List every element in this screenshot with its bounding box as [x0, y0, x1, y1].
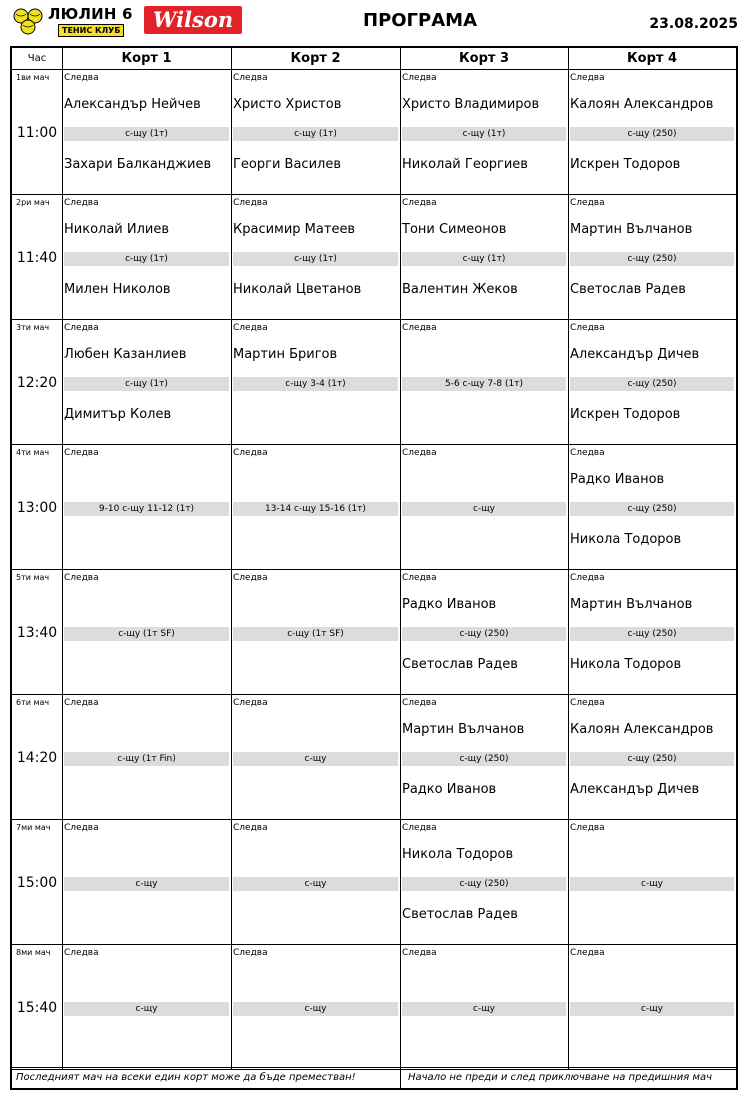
player-1: Мартин Бригов — [233, 347, 338, 362]
court-cell-3 — [400, 70, 568, 194]
schedule-row — [12, 570, 736, 695]
court-cell-4 — [568, 945, 736, 1069]
next-label: Следва — [233, 448, 268, 458]
player-1: Никола Тодоров — [402, 847, 514, 862]
court-cell-3 — [400, 695, 568, 819]
column-header-court-4: Корт 4 — [568, 48, 736, 70]
match-note: 13-14 с-щу 15-16 (1т) — [233, 502, 398, 516]
next-label: Следва — [64, 573, 99, 583]
court-cell-1 — [62, 945, 231, 1069]
player-1: Любен Казанлиев — [64, 347, 187, 362]
player-1: Радко Иванов — [570, 472, 665, 487]
player-2: Милен Николов — [64, 282, 171, 297]
schedule-row — [12, 445, 736, 570]
next-label: Следва — [64, 73, 99, 83]
player-2: Никола Тодоров — [570, 532, 682, 547]
player-2: Николай Цветанов — [233, 282, 362, 297]
player-2: Искрен Тодоров — [570, 157, 681, 172]
player-2: Светослав Радев — [402, 657, 518, 672]
court-cell-1 — [62, 70, 231, 194]
court-cell-2 — [231, 70, 400, 194]
court-cell-1 — [62, 570, 231, 694]
match-time: 14:20 — [16, 750, 58, 766]
next-label: Следва — [570, 448, 605, 458]
player-2: Валентин Жеков — [402, 282, 518, 297]
court-cell-1 — [62, 320, 231, 444]
next-label: Следва — [64, 323, 99, 333]
court-cell-4 — [568, 195, 736, 319]
match-note: с-щу (1т) — [233, 252, 398, 266]
column-header-court-1: Корт 1 — [62, 48, 231, 70]
schedule-date: 23.08.2025 — [649, 16, 738, 32]
player-1: Мартин Вълчанов — [402, 722, 525, 737]
player-2: Александър Дичев — [570, 782, 700, 797]
match-note: с-щу (250) — [570, 252, 734, 266]
match-note: с-щу (1т SF) — [64, 627, 229, 641]
player-2: Захари Балканджиев — [64, 157, 212, 172]
next-label: Следва — [233, 323, 268, 333]
next-label: Следва — [570, 198, 605, 208]
court-cell-3 — [400, 820, 568, 944]
player-2: Светослав Радев — [402, 907, 518, 922]
page-title: ПРОГРАМА — [363, 10, 477, 31]
player-2: Георги Василев — [233, 157, 341, 172]
court-cell-3 — [400, 195, 568, 319]
match-note: с-щу (1т SF) — [233, 627, 398, 641]
next-label: Следва — [402, 323, 437, 333]
match-note: с-щу — [64, 877, 229, 891]
player-1: Калоян Александров — [570, 722, 714, 737]
next-label: Следва — [233, 198, 268, 208]
court-cell-1 — [62, 445, 231, 569]
court-cell-2 — [231, 820, 400, 944]
player-2: Николай Георгиев — [402, 157, 528, 172]
match-note: с-щу (1т) — [64, 377, 229, 391]
player-1: Христо Христов — [233, 97, 342, 112]
match-note: с-щу (250) — [570, 627, 734, 641]
court-cell-1 — [62, 695, 231, 819]
match-number: 2ри мач — [16, 198, 50, 207]
next-label: Следва — [64, 823, 99, 833]
match-note: с-щу — [233, 877, 398, 891]
next-label: Следва — [570, 73, 605, 83]
match-note: с-щу (250) — [570, 502, 734, 516]
court-cell-2 — [231, 195, 400, 319]
footer-divider — [400, 1068, 401, 1088]
tennis-balls-icon — [12, 5, 44, 37]
match-note: с-щу 3-4 (1т) — [233, 377, 398, 391]
court-cell-4 — [568, 820, 736, 944]
match-note: с-щу (1т) — [233, 127, 398, 141]
court-cell-3 — [400, 445, 568, 569]
match-note: с-щу — [570, 877, 734, 891]
footer-note-left: Последният мач на всеки един корт може да бъде преместван! — [16, 1072, 356, 1083]
player-1: Мартин Вълчанов — [570, 222, 693, 237]
column-header-time: Час — [12, 48, 62, 70]
player-1: Христо Владимиров — [402, 97, 540, 112]
player-1: Красимир Матеев — [233, 222, 356, 237]
column-header-court-2: Корт 2 — [231, 48, 400, 70]
match-number: 3ти мач — [16, 323, 50, 332]
match-note: с-щу (250) — [402, 627, 566, 641]
match-number: 1ви мач — [16, 73, 50, 82]
match-note: с-щу (250) — [402, 877, 566, 891]
match-note: с-щу (250) — [570, 752, 734, 766]
match-note: с-щу (1т Fin) — [64, 752, 229, 766]
player-1: Тони Симеонов — [402, 222, 507, 237]
match-note: с-щу (250) — [402, 752, 566, 766]
player-1: Мартин Вълчанов — [570, 597, 693, 612]
court-cell-1 — [62, 195, 231, 319]
match-number: 6ти мач — [16, 698, 50, 707]
court-cell-2 — [231, 695, 400, 819]
player-1: Александър Дичев — [570, 347, 700, 362]
next-label: Следва — [64, 198, 99, 208]
player-2: Светослав Радев — [570, 282, 686, 297]
schedule-table — [10, 46, 738, 1090]
match-note: с-щу — [570, 1002, 734, 1016]
next-label: Следва — [233, 73, 268, 83]
player-2: Радко Иванов — [402, 782, 497, 797]
match-time: 11:40 — [16, 250, 58, 266]
match-note: с-щу (1т) — [64, 127, 229, 141]
match-number: 4ти мач — [16, 448, 50, 457]
court-cell-4 — [568, 445, 736, 569]
page-header — [0, 0, 750, 44]
next-label: Следва — [64, 698, 99, 708]
court-cell-2 — [231, 320, 400, 444]
next-label: Следва — [402, 198, 437, 208]
court-cell-3 — [400, 570, 568, 694]
player-1: Радко Иванов — [402, 597, 497, 612]
next-label: Следва — [402, 73, 437, 83]
schedule-row — [12, 945, 736, 1070]
player-1: Александър Нейчев — [64, 97, 201, 112]
time-cell — [12, 945, 62, 1069]
next-label: Следва — [233, 698, 268, 708]
footer-note-right: Начало не преди и след приключване на предишния мач — [408, 1072, 712, 1083]
next-label: Следва — [233, 948, 268, 958]
match-note: с-щу — [402, 1002, 566, 1016]
match-time: 13:40 — [16, 625, 58, 641]
match-note: с-щу (1т) — [64, 252, 229, 266]
court-cell-4 — [568, 570, 736, 694]
court-cell-2 — [231, 945, 400, 1069]
match-note: с-щу (1т) — [402, 127, 566, 141]
next-label: Следва — [402, 823, 437, 833]
next-label: Следва — [233, 573, 268, 583]
schedule-row — [12, 695, 736, 820]
player-1: Николай Илиев — [64, 222, 170, 237]
time-cell — [12, 320, 62, 444]
schedule-row — [12, 70, 736, 195]
court-cell-3 — [400, 320, 568, 444]
next-label: Следва — [64, 448, 99, 458]
match-note: с-щу (250) — [570, 127, 734, 141]
next-label: Следва — [64, 948, 99, 958]
court-cell-4 — [568, 320, 736, 444]
column-divider — [400, 48, 401, 1070]
schedule-row — [12, 820, 736, 945]
player-2: Искрен Тодоров — [570, 407, 681, 422]
sponsor-logo: Wilson — [144, 6, 242, 34]
time-cell — [12, 195, 62, 319]
court-cell-2 — [231, 570, 400, 694]
column-header-court-3: Корт 3 — [400, 48, 568, 70]
match-note: с-щу — [64, 1002, 229, 1016]
time-cell — [12, 695, 62, 819]
time-cell — [12, 445, 62, 569]
player-2: Димитър Колев — [64, 407, 172, 422]
schedule-row — [12, 320, 736, 445]
next-label: Следва — [570, 573, 605, 583]
next-label: Следва — [402, 448, 437, 458]
time-cell — [12, 820, 62, 944]
match-number: 7ми мач — [16, 823, 51, 832]
match-time: 15:00 — [16, 875, 58, 891]
column-divider — [231, 48, 232, 1070]
schedule-footer — [12, 1067, 736, 1088]
match-note: 5-6 с-щу 7-8 (1т) — [402, 377, 566, 391]
court-cell-3 — [400, 945, 568, 1069]
match-time: 15:40 — [16, 1000, 58, 1016]
next-label: Следва — [570, 698, 605, 708]
next-label: Следва — [402, 948, 437, 958]
match-time: 12:20 — [16, 375, 58, 391]
time-cell — [12, 70, 62, 194]
time-cell — [12, 570, 62, 694]
club-subtitle: ТЕНИС КЛУБ — [58, 24, 124, 37]
court-cell-1 — [62, 820, 231, 944]
court-cell-4 — [568, 70, 736, 194]
next-label: Следва — [570, 823, 605, 833]
next-label: Следва — [570, 948, 605, 958]
match-time: 11:00 — [16, 125, 58, 141]
match-time: 13:00 — [16, 500, 58, 516]
match-note: с-щу — [402, 502, 566, 516]
next-label: Следва — [402, 573, 437, 583]
next-label: Следва — [402, 698, 437, 708]
court-cell-4 — [568, 695, 736, 819]
player-1: Калоян Александров — [570, 97, 714, 112]
next-label: Следва — [570, 323, 605, 333]
match-note: с-щу (1т) — [402, 252, 566, 266]
column-divider — [62, 48, 63, 1070]
schedule-row — [12, 195, 736, 320]
column-divider — [568, 48, 569, 1070]
match-number: 5ти мач — [16, 573, 50, 582]
match-note: с-щу — [233, 1002, 398, 1016]
match-note: с-щу — [233, 752, 398, 766]
next-label: Следва — [233, 823, 268, 833]
match-note: 9-10 с-щу 11-12 (1т) — [64, 502, 229, 516]
match-number: 8ми мач — [16, 948, 51, 957]
court-cell-2 — [231, 445, 400, 569]
club-name: ЛЮЛИН 6 — [48, 5, 133, 23]
club-logo — [12, 3, 140, 39]
player-2: Никола Тодоров — [570, 657, 682, 672]
match-note: с-щу (250) — [570, 377, 734, 391]
